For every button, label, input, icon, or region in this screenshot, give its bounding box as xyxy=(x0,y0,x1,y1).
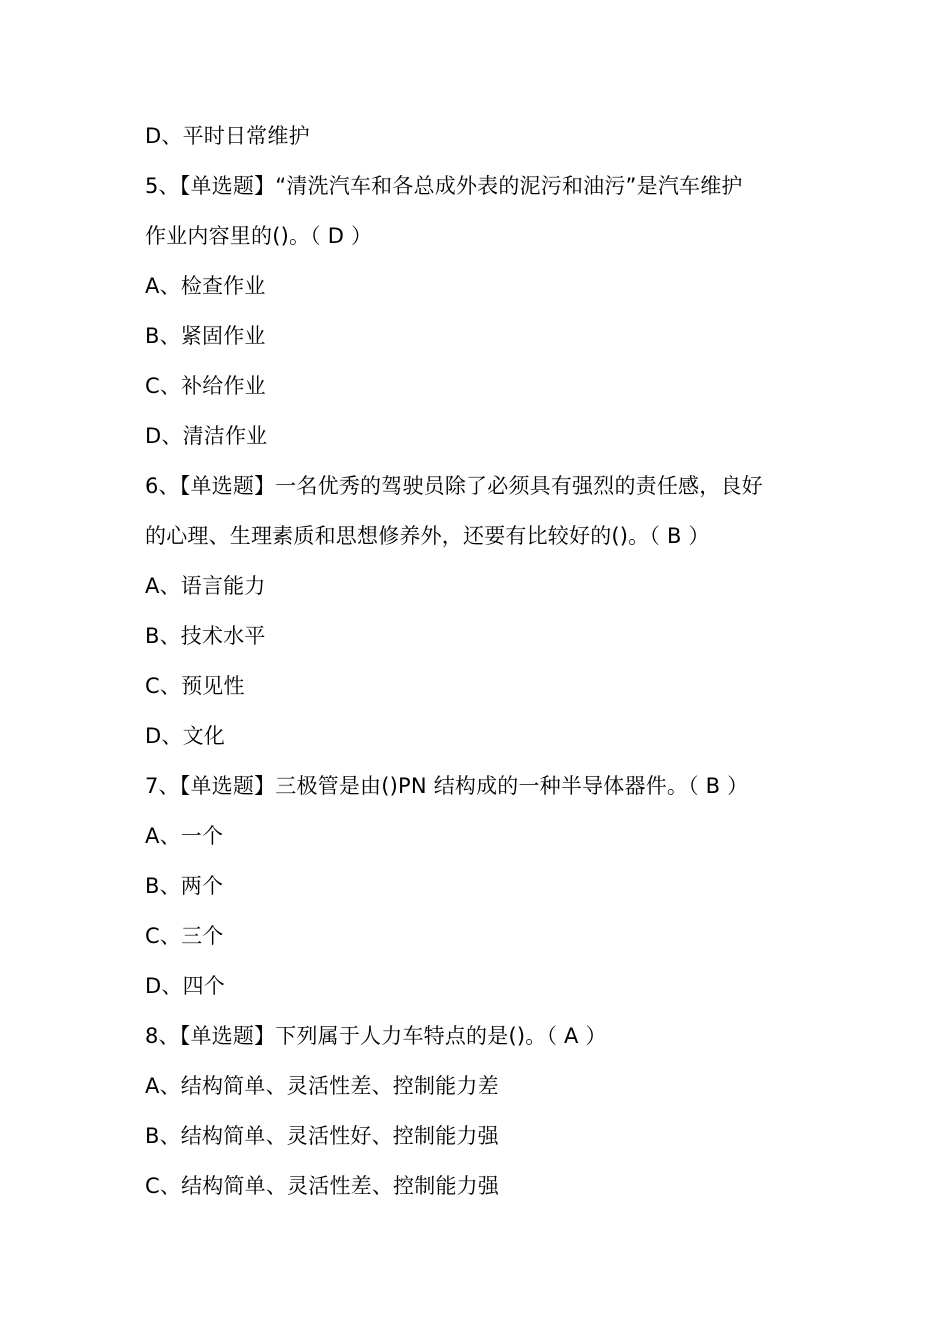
question-7-text: 7、【单选题】三极管是由()PN 结构成的一种半导体器件。（ B ） xyxy=(145,774,749,798)
question-7-option-d: D、四个 xyxy=(145,974,225,998)
question-7-option-b: B、两个 xyxy=(145,874,224,898)
question-8-option-a: A、结构简单、灵活性差、控制能力差 xyxy=(145,1074,499,1098)
question-5-option-c: C、补给作业 xyxy=(145,374,266,398)
question-6-option-a: A、语言能力 xyxy=(145,574,266,598)
question-list xyxy=(145,111,825,1211)
question-8-text: 8、【单选题】下列属于人力车特点的是()。（ A ） xyxy=(145,1024,607,1048)
question-6-option-d: D、文化 xyxy=(145,724,225,748)
question-6-text: 6、【单选题】一名优秀的驾驶员除了必须具有强烈的责任感，良好 xyxy=(145,474,763,498)
question-8-option-c: C、结构简单、灵活性差、控制能力强 xyxy=(145,1174,500,1198)
question-5-option-b: B、紧固作业 xyxy=(145,324,266,348)
question-5-option-d: D、清洁作业 xyxy=(145,424,268,448)
question-6-text-cont: 的心理、生理素质和思想修养外，还要有比较好的()。（ B ） xyxy=(145,524,710,548)
question-5-text-cont: 作业内容里的()。（ D ） xyxy=(145,224,373,248)
question-7-option-a: A、一个 xyxy=(145,824,224,848)
question-6-option-c: C、预见性 xyxy=(145,674,245,698)
question-6-option-b: B、技术水平 xyxy=(145,624,266,648)
question-8-option-b: B、结构简单、灵活性好、控制能力强 xyxy=(145,1124,499,1148)
question-5-option-a: A、检查作业 xyxy=(145,274,266,298)
option-d-line: D、平时日常维护 xyxy=(145,124,310,148)
question-5-text: 5、【单选题】“清洗汽车和各总成外表的泥污和油污”是汽车维护 xyxy=(145,174,743,198)
question-7-option-c: C、三个 xyxy=(145,924,224,948)
